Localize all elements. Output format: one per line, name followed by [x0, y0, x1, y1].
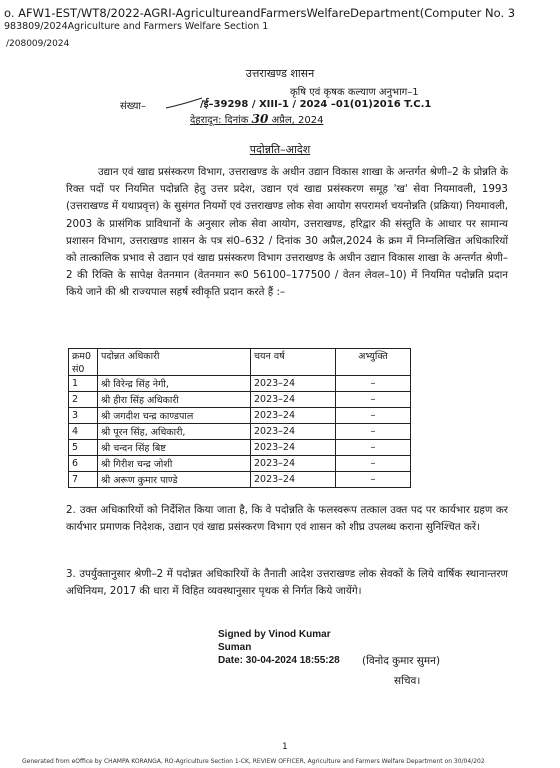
- cell-remark: –: [336, 408, 411, 424]
- paragraph-1: उद्यान एवं खाद्य प्रसंस्करण विभाग, उत्तराखण्ड के अधीन उद्यान विकास शाखा के अन्तर्गत श्रेणी–2 के प्रोन्नति के रिक्त पदों पर नियमित पदोन्नति हेतु उत्तर प्रदेश, उद्यान एवं खाद्य प्रसंस्करण समूह 'ख' सेवा नियमावली, 1993 (उत्तराखण्ड में यथाप्रवृत्त) के सुसंगत नियमों एवं उत्तराखण्ड लोक सेवा आयोग सपरामर्श चयनोन्नति (प्रक्रिया) नियमावली, 2003 के प्रासंगिक प्राविधानों के अनुसार लोक सेवा आयोग, उत्तराखण्ड, हरिद्वार की संस्तुति के आधार पर सामान्य प्रशासन विभाग, उत्तराखण्ड शासन के पत्र सं0–632 / दिनांक 30 अप्रैल,2024 के क्रम में निम्नलिखित अधिकारियों को तात्कालिक प्रभाव से उद्यान एवं खाद्य प्रसंस्करण विभाग उत्तराखण्ड के अधीन उद्यान विकास शाखा के अन्तर्गत श्रेणी–2 की रिक्ति के सापेक्ष वेतनमान (वेतनमान रू0 56100–177500 / वेतन लेवल–10) में नियमित पदोन्नति प्रदान किये जाने की श्री राज्यपाल सहर्ष स्वीकृति प्रदान करते हैं :–: [66, 166, 508, 299]
- cell-serial: 7: [69, 472, 98, 488]
- digital-signature-block: [218, 628, 340, 667]
- cell-serial: 6: [69, 456, 98, 472]
- file-header-line-1: o. AFW1-EST/WT8/2022-AGRI-AgricultureandFarmersWelfareDepartment(Computer No. 3: [4, 6, 516, 20]
- cell-officer: श्री गिरीश चन्द्र जोशी: [98, 456, 251, 472]
- cell-year: 2023–24: [251, 456, 336, 472]
- subject-heading: पदोन्नति–आदेश: [249, 143, 311, 156]
- paragraph-3: 3. उपर्युक्तानुसार श्रेणी–2 में पदोन्नत अधिकारियों के तैनाती आदेश उत्तराखण्ड लोक सेवकों के लिये वार्षिक स्थानान्तरण अधिनियम, 2017 की धारा में विहित व्यवस्थानुसार पृथक से निर्गत किये जायेंगे।: [66, 568, 508, 598]
- cell-year: 2023–24: [251, 472, 336, 488]
- cell-officer: श्री अरूण कुमार पाण्डे: [98, 472, 251, 488]
- file-header-line-2: 983809/2024Agriculture and Farmers Welfare Section 1: [4, 21, 269, 32]
- table-row: [69, 392, 411, 408]
- table-row: [69, 440, 411, 456]
- cell-year: 2023–24: [251, 392, 336, 408]
- date-day: 30: [251, 112, 269, 126]
- table-row: [69, 424, 411, 440]
- cell-officer: श्री हीरा सिंह अधिकारी: [98, 392, 251, 408]
- cell-year: 2023–24: [251, 440, 336, 456]
- cell-remark: –: [336, 456, 411, 472]
- date-rest: अप्रैल, 2024: [271, 115, 324, 126]
- page-number: 1: [282, 742, 288, 752]
- office-title: उत्तराखण्ड शासन: [245, 67, 315, 80]
- paragraph-2: [66, 502, 508, 536]
- office-section: कृषि एवं कृषक कल्याण अनुभाग–1: [290, 87, 419, 98]
- header-serial: क्रम0 सं0: [69, 349, 98, 376]
- cell-remark: –: [336, 440, 411, 456]
- cell-remark: –: [336, 424, 411, 440]
- cell-year: 2023–24: [251, 424, 336, 440]
- cell-serial: 5: [69, 440, 98, 456]
- table-row: [69, 376, 411, 392]
- cell-remark: –: [336, 376, 411, 392]
- reference-number: /ई–39298 / XIII-1 / 2024 –01(01)2016 T.C.1: [200, 99, 432, 110]
- signed-by: Signed by Vinod Kumar: [218, 629, 331, 640]
- reference-label: संख्या–: [120, 101, 146, 112]
- cell-officer: श्री चन्दन सिंह बिष्ट: [98, 440, 251, 456]
- cell-remark: –: [336, 472, 411, 488]
- cell-serial: 3: [69, 408, 98, 424]
- cell-serial: 1: [69, 376, 98, 392]
- header-year: चयन वर्ष: [251, 349, 336, 376]
- signed-date: Date: 30-04-2024 18:55:28: [218, 655, 340, 666]
- signed-name-2: Suman: [218, 642, 252, 653]
- cell-serial: 2: [69, 392, 98, 408]
- header-officer: पदोन्नत अधिकारी: [98, 349, 251, 376]
- table-header-row: [69, 349, 411, 376]
- reference-date: [190, 112, 323, 126]
- cell-year: 2023–24: [251, 408, 336, 424]
- cell-serial: 4: [69, 424, 98, 440]
- table-row: [69, 456, 411, 472]
- table-row: [69, 472, 411, 488]
- file-header-line-3: /208009/2024: [6, 39, 70, 49]
- table-row: [69, 408, 411, 424]
- handwritten-stroke: [164, 96, 204, 110]
- paragraph-2-text: उक्त अधिकारियों को निर्देशित किया जाता है, कि वे पदोन्नति के फलस्वरूप तत्काल उक्त पद पर कार्यभार ग्रहण कर कार्यभार प्रमाणक निदेशक, उद्यान एवं खाद्य प्रसंस्करण विभाग एवं शासन को शीघ्र उपलब्ध कराना सुनिश्चित करें।: [66, 504, 508, 534]
- promotion-table: [68, 348, 411, 488]
- paragraph-2-number: 2.: [66, 504, 76, 516]
- cell-officer: श्री जगदीश चन्द्र काण्डपाल: [98, 408, 251, 424]
- signatory-name: (विनोद कुमार सुमन): [362, 655, 441, 667]
- eoffice-footer: Generated from eOffice by CHAMPA KORANGA, RO-Agriculture Section 1-CK, REVIEW OFFICER, Agriculture and Farmers Welfare Department on 30/04/202: [22, 758, 485, 765]
- header-remark: अभ्युक्ति: [336, 349, 411, 376]
- signatory-title: सचिव।: [394, 675, 421, 687]
- date-prefix: देहरादून: दिनांक: [190, 115, 249, 126]
- cell-year: 2023–24: [251, 376, 336, 392]
- cell-officer: श्री विरेन्द्र सिंह नेगी,: [98, 376, 251, 392]
- cell-remark: –: [336, 392, 411, 408]
- cell-officer: श्री पूरन सिंह, अधिकारी,: [98, 424, 251, 440]
